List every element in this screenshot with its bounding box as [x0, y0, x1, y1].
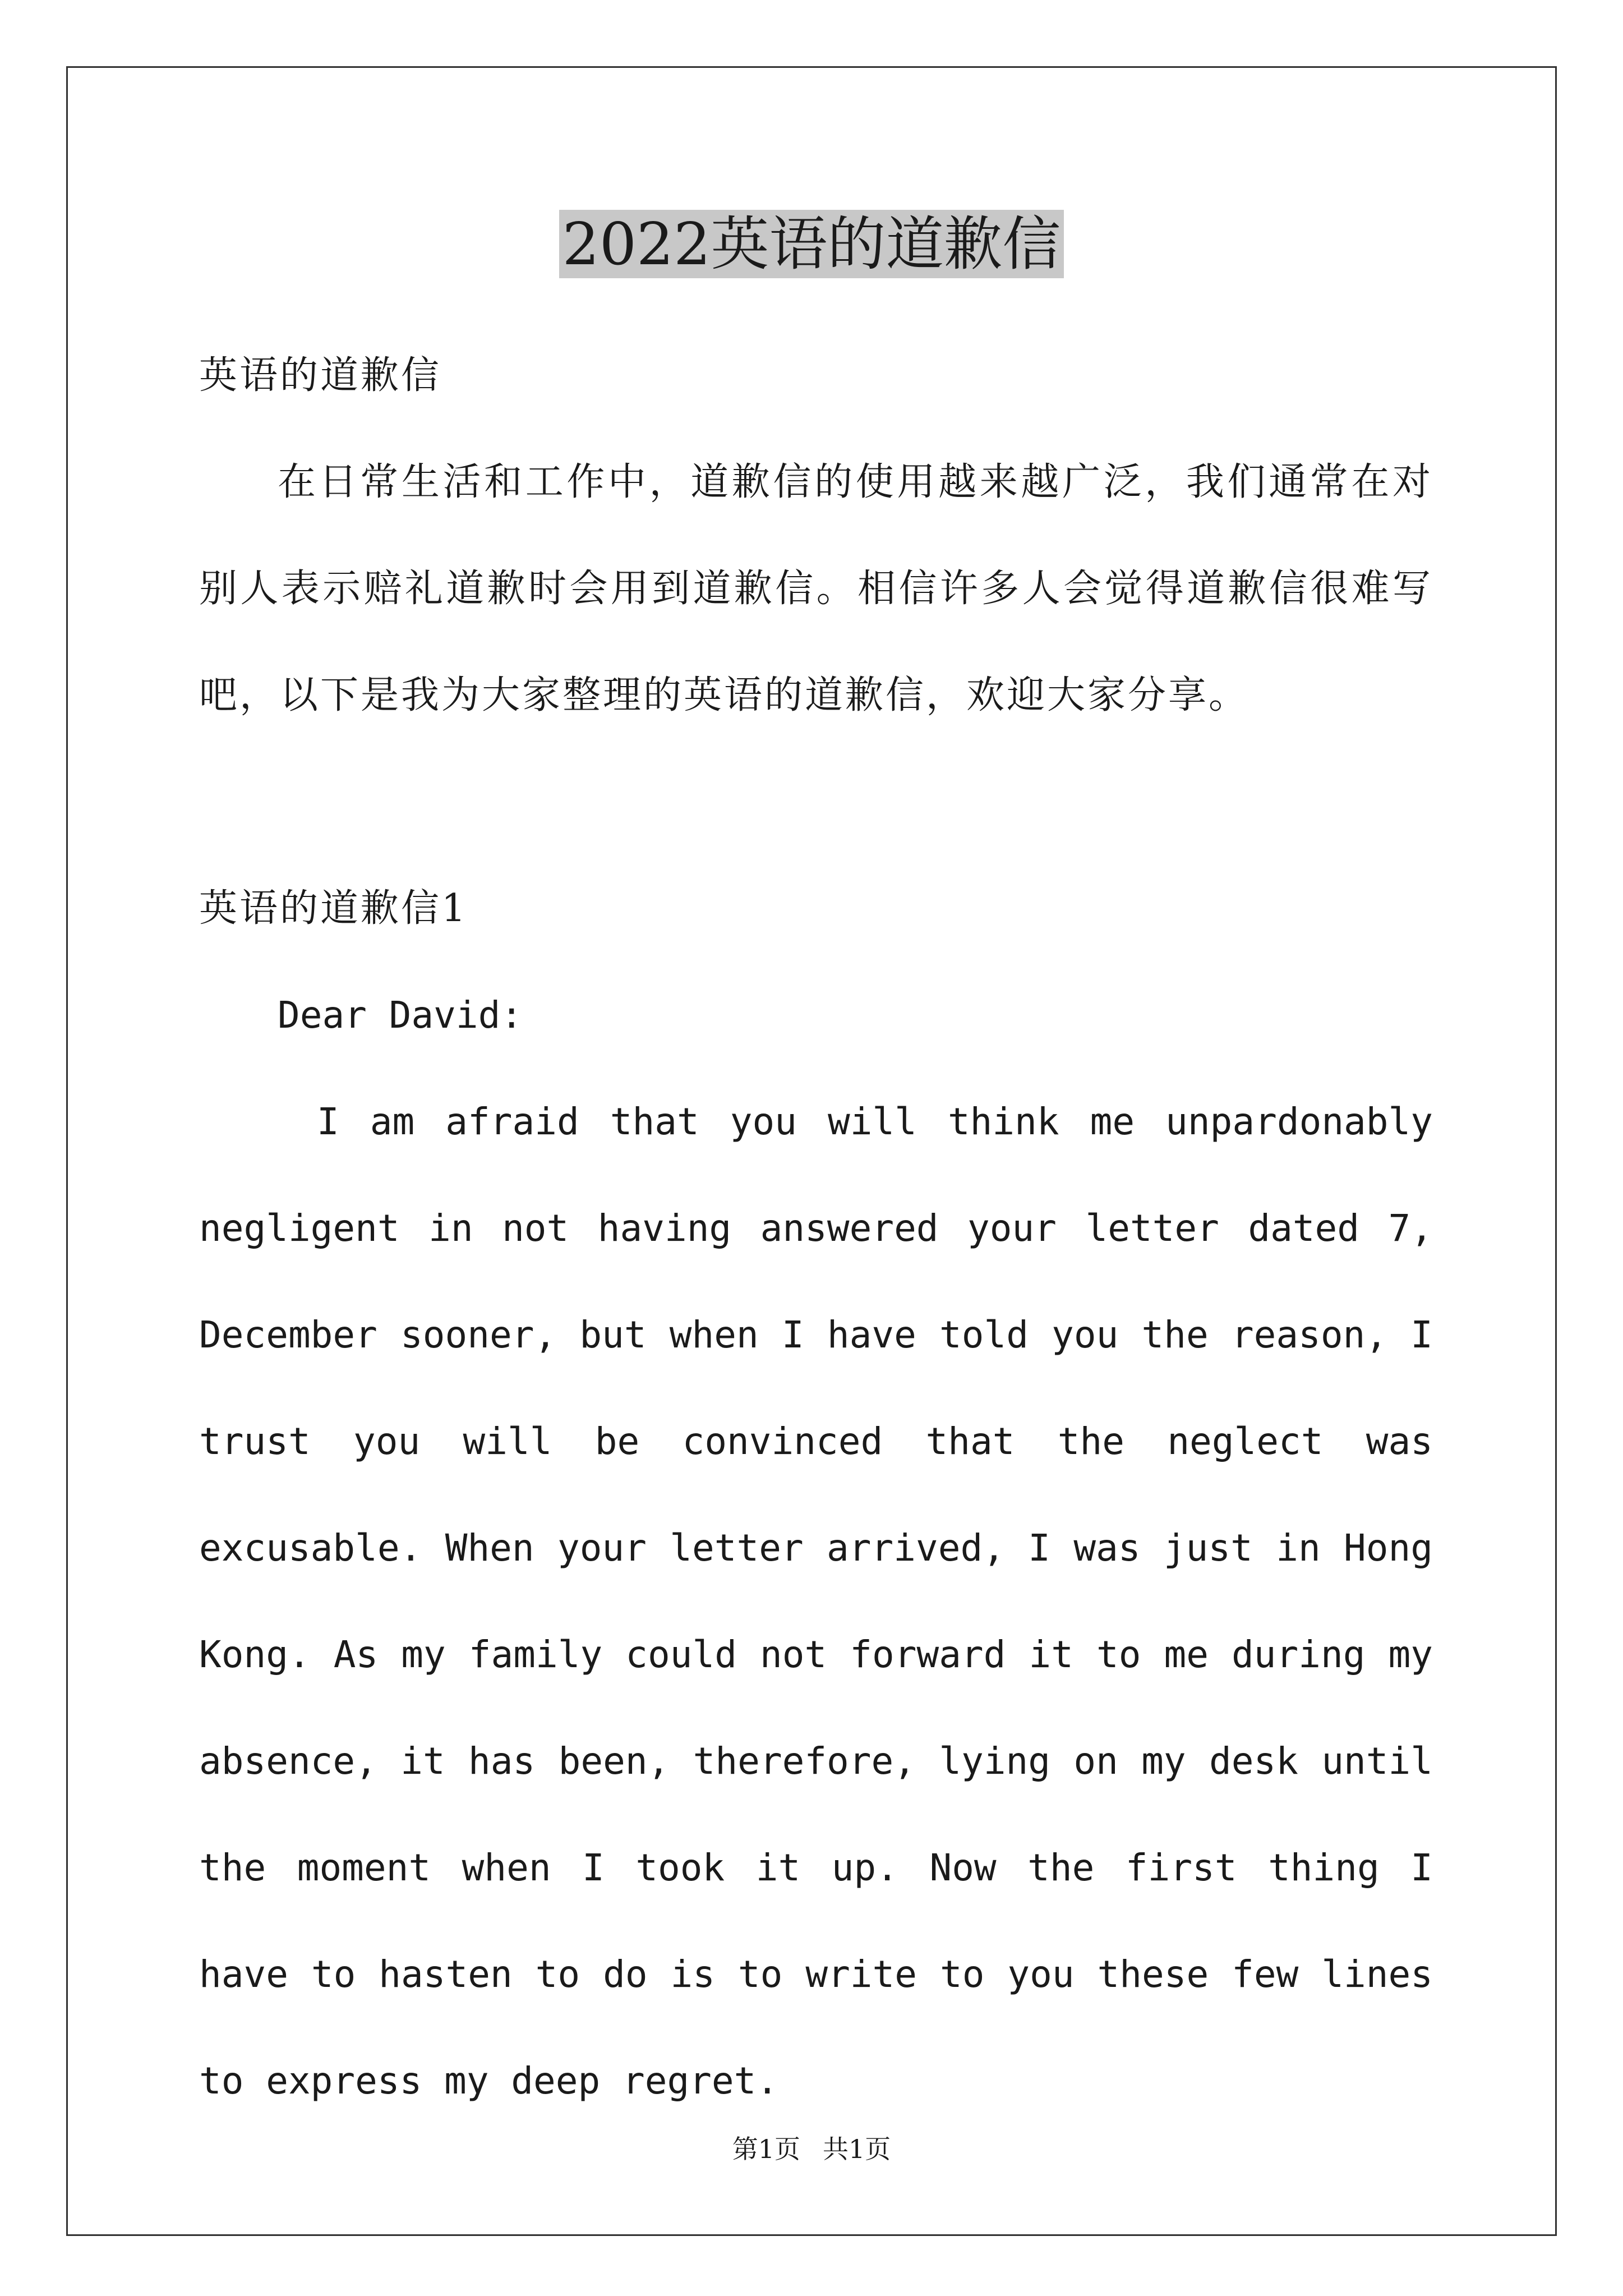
document-title-text: 2022英语的道歉信: [559, 210, 1064, 278]
page-total: 共1页: [823, 2134, 891, 2164]
letter-body-paragraph: I am afraid that you will think me unpardonably negligent in not having answered your letter dated 7, December sooner, but when I have told you the reason, I trust you will be convinced that the neglect was excusable. When your letter arrived, I was just in Hong Kong. As my family could not forward it to me during my absence, it has been, therefore, lying on my desk until the moment when I took it up. Now the first thing I have to hasten to do is to write to you these few lines to express my deep regret.: [199, 1100, 1433, 2102]
document-title: [0, 205, 1623, 283]
section-heading: 英语的道歉信1: [199, 886, 468, 931]
salutation: Dear David:: [278, 993, 523, 1037]
page-footer: [0, 2129, 1623, 2166]
intro-paragraph: 在日常生活和工作中，道歉信的使用越来越广泛，我们通常在对别人表示赔礼道歉时会用到道歉信。相信许多人会觉得道歉信很难写吧，以下是我为大家整理的英语的道歉信，欢迎大家分享。: [199, 460, 1433, 717]
blank-line: [199, 749, 1433, 855]
document-body: [199, 323, 1433, 2134]
subtitle: 英语的道歉信: [199, 353, 442, 398]
page-current: 第1页: [732, 2134, 800, 2164]
